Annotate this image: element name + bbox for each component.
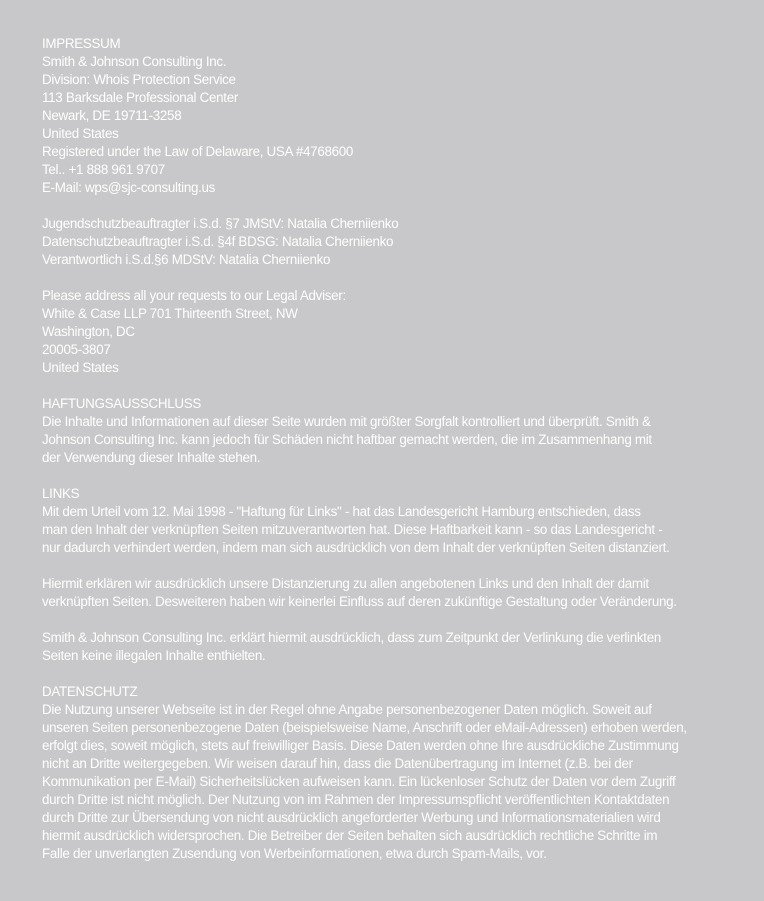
responsible-person: Verantwortlich i.S.d.§6 MDStV: Natalia Cherniienko — [42, 252, 331, 267]
impressum-section — [42, 35, 742, 197]
paragraph-line: Seiten keine illegalen Inhalte enthielten. — [42, 648, 266, 663]
legal-adviser-intro: Please address all your requests to our Legal Adviser: — [42, 288, 346, 303]
links-heading: LINKS — [42, 486, 80, 501]
haftungsausschluss-section — [42, 395, 742, 467]
datenschutz-heading: DATENSCHUTZ — [42, 684, 138, 699]
paragraph-line: Die Nutzung unserer Webseite ist in der Regel ohne Angabe personenbezogener Daten möglich. Soweit auf — [42, 702, 652, 717]
paragraph-line: hiermit ausdrücklich widersprochen. Die Betreiber der Seiten behalten sich ausdrücklich rechtliche Schritte im — [42, 828, 658, 843]
paragraph-line: erfolgt dies, soweit möglich, stets auf freiwilliger Basis. Diese Daten werden ohne Ihre ausdrückliche Zustimmung — [42, 738, 679, 753]
email: E-Mail: wps@sjc-consulting.us — [42, 180, 216, 195]
datenschutz-section — [42, 683, 742, 863]
division: Division: Whois Protection Service — [42, 72, 236, 87]
impressum-page — [42, 35, 742, 881]
paragraph-line: Johnson Consulting Inc. kann jedoch für Schäden nicht haftbar gemacht werden, die im Zusammenhang mit — [42, 432, 652, 447]
links-declaration-paragraph — [42, 629, 742, 665]
paragraph-line: Hiermit erklären wir ausdrücklich unsere Distanzierung zu allen angebotenen Links und den Inhalt der damit — [42, 576, 649, 591]
company-name: Smith & Johnson Consulting Inc. — [42, 54, 227, 69]
paragraph-line: nicht an Dritte weitergegeben. Wir weisen darauf hin, dass die Datenübertragung im Internet (z.B. bei der — [42, 756, 633, 771]
paragraph-line: unseren Seiten personenbezogene Daten (beispielsweise Name, Anschrift oder eMail-Adressen) erhoben werden, — [42, 720, 687, 735]
links-distance-paragraph — [42, 575, 742, 611]
legal-adviser-zip: 20005-3807 — [42, 342, 111, 357]
legal-adviser-section — [42, 287, 742, 377]
legal-adviser-country: United States — [42, 360, 119, 375]
impressum-heading: IMPRESSUM — [42, 36, 121, 51]
phone: Tel.. +1 888 961 9707 — [42, 162, 165, 177]
paragraph-line: Die Inhalte und Informationen auf dieser Seite wurden mit größter Sorgfalt kontrolliert und überprüft. Smith & — [42, 414, 651, 429]
paragraph-line: der Verwendung dieser Inhalte stehen. — [42, 450, 261, 465]
paragraph-line: durch Dritte ist nicht möglich. Der Nutzung von im Rahmen der Impressumspflicht veröffentlichten Kontaktdaten — [42, 792, 670, 807]
paragraph-line: man den Inhalt der verknüpften Seiten mitzuverantworten hat. Diese Haftbarkeit kann - so das Landesgericht - — [42, 522, 663, 537]
city-zip: Newark, DE 19711-3258 — [42, 108, 182, 123]
paragraph-line: verknüpften Seiten. Desweiteren haben wir keinerlei Einfluss auf deren zukünftige Gestaltung oder Veränderung. — [42, 594, 677, 609]
paragraph-line: Falle der unverlangten Zusendung von Werbeinformationen, etwa durch Spam-Mails, vor. — [42, 846, 547, 861]
paragraph-line: Mit dem Urteil vom 12. Mai 1998 - "Haftung für Links" - hat das Landesgericht Hamburg entschieden, dass — [42, 504, 641, 519]
data-protection-officer: Datenschutzbeauftragter i.S.d. §4f BDSG: Natalia Cherniienko — [42, 234, 394, 249]
paragraph-line: Kommunikation per E-Mail) Sicherheitslücken aufweisen kann. Ein lückenloser Schutz der Daten vor dem Zugriff — [42, 774, 676, 789]
legal-adviser-city: Washington, DC — [42, 324, 135, 339]
links-section — [42, 485, 742, 557]
registration: Registered under the Law of Delaware, USA #4768600 — [42, 144, 354, 159]
paragraph-line: Smith & Johnson Consulting Inc. erklärt hiermit ausdrücklich, dass zum Zeitpunkt der Verlinkung die verlinkten — [42, 630, 661, 645]
youth-protection-officer: Jugendschutzbeauftragter i.S.d. §7 JMStV: Natalia Cherniienko — [42, 216, 399, 231]
country: United States — [42, 126, 119, 141]
legal-adviser-firm: White & Case LLP 701 Thirteenth Street, NW — [42, 306, 298, 321]
officers-section — [42, 215, 742, 269]
haftungsausschluss-heading: HAFTUNGSAUSSCHLUSS — [42, 396, 202, 411]
paragraph-line: nur dadurch verhindert werden, indem man sich ausdrücklich von dem Inhalt der verknüpften Seiten distanziert. — [42, 540, 670, 555]
street-address: 113 Barksdale Professional Center — [42, 90, 239, 105]
paragraph-line: durch Dritte zur Übersendung von nicht ausdrücklich angeforderter Werbung und Informationsmaterialien wird — [42, 810, 661, 825]
